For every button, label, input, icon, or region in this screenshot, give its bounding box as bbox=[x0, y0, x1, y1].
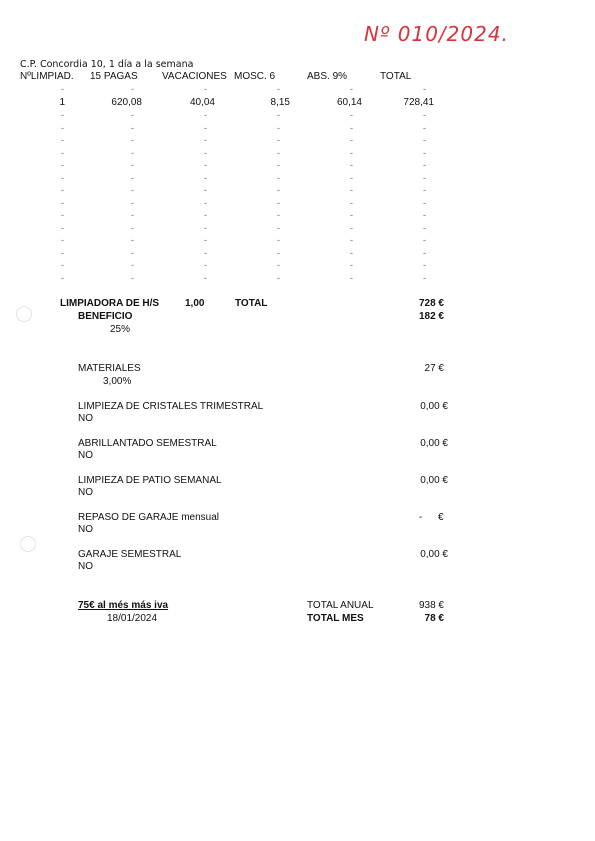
materiales-value: 27 € bbox=[424, 363, 444, 374]
dash-cell: - bbox=[350, 247, 353, 258]
dash-cell: - bbox=[423, 222, 426, 233]
cell-abs: 60,14 bbox=[336, 97, 362, 108]
garaje-note: NO bbox=[78, 561, 93, 572]
punch-hole-top bbox=[16, 306, 32, 322]
dash-cell: - bbox=[423, 247, 426, 258]
header-num-limpiad: NºLIMPIAD. bbox=[20, 71, 74, 82]
dash-cell: - bbox=[423, 147, 426, 158]
punch-hole-bottom bbox=[20, 536, 36, 552]
cell-vacaciones: 40,04 bbox=[189, 97, 215, 108]
dash-cell: - bbox=[131, 247, 134, 258]
abrillantado-label: ABRILLANTADO SEMESTRAL bbox=[78, 438, 217, 449]
dash-cell: - bbox=[423, 260, 426, 270]
dash-cell: - bbox=[277, 247, 280, 258]
dash-cell: - bbox=[204, 272, 207, 283]
dash-cell: - bbox=[350, 185, 353, 195]
dash-cell: - bbox=[423, 160, 426, 170]
dash-cell: - bbox=[61, 272, 64, 283]
dash-cell: - bbox=[61, 247, 64, 258]
dash-cell: - bbox=[277, 185, 280, 195]
dash-cell: - bbox=[204, 147, 207, 158]
dash-cell: - bbox=[423, 135, 426, 145]
dash-cell: - bbox=[131, 222, 134, 233]
repaso-label bbox=[78, 512, 219, 523]
dash-cell: - bbox=[204, 110, 207, 120]
dash-cell: - bbox=[423, 272, 426, 283]
dash-cell: - bbox=[131, 160, 134, 170]
total-anual-value: 938 € bbox=[418, 600, 444, 611]
dash-cell: - bbox=[204, 185, 207, 195]
beneficio-label: BENEFICIO bbox=[78, 311, 133, 322]
dash-cell: - bbox=[61, 135, 64, 145]
dash-cell: - bbox=[131, 197, 134, 208]
dash-cell: - bbox=[277, 210, 280, 220]
dash-cell: - bbox=[204, 122, 207, 133]
repaso-note: NO bbox=[78, 524, 93, 535]
dash-cell: - bbox=[350, 135, 353, 145]
dash-cell: - bbox=[277, 110, 280, 120]
total-mes-label: TOTAL MES bbox=[307, 613, 364, 624]
dash-cell: - bbox=[423, 110, 426, 120]
dash-cell: - bbox=[350, 110, 353, 120]
dash-cell: - bbox=[277, 135, 280, 145]
dash-cell: - bbox=[350, 222, 353, 233]
dash-cell: - bbox=[131, 260, 134, 270]
limpiadora-qty: 1,00 bbox=[185, 298, 205, 309]
dash-cell: - bbox=[131, 135, 134, 145]
dash-cell: - bbox=[61, 185, 64, 195]
dash-cell: - bbox=[350, 122, 353, 133]
dash-cell: - bbox=[277, 172, 280, 183]
dash-cell: - bbox=[423, 185, 426, 195]
materiales-label: MATERIALES bbox=[78, 363, 141, 374]
dash-cell: - bbox=[350, 260, 353, 270]
dash-cell: - bbox=[423, 84, 426, 94]
patio-label: LIMPIEZA DE PATIO SEMANAL bbox=[78, 475, 222, 486]
dash-cell: - bbox=[61, 172, 64, 183]
dash-cell: - bbox=[350, 147, 353, 158]
cell-mosc: 8,15 bbox=[270, 97, 290, 108]
cristales-label: LIMPIEZA DE CRISTALES TRIMESTRAL bbox=[78, 401, 264, 412]
dash-cell: - bbox=[61, 160, 64, 170]
cell-total: 728,41 bbox=[403, 97, 434, 108]
dash-cell: - bbox=[61, 222, 64, 233]
dash-cell: - bbox=[350, 172, 353, 183]
cristales-note: NO bbox=[78, 413, 93, 424]
dash-cell: - bbox=[277, 147, 280, 158]
dash-cell: - bbox=[423, 197, 426, 208]
dash-cell: - bbox=[131, 272, 134, 283]
dash-cell: - bbox=[131, 84, 134, 94]
monthly-price-note: 75€ al més más iva bbox=[78, 600, 169, 611]
dash-cell: - bbox=[350, 160, 353, 170]
dash-cell: - bbox=[277, 272, 280, 283]
dash-cell: - bbox=[204, 210, 207, 220]
header-vacaciones: VACACIONES bbox=[162, 71, 227, 82]
dash-cell: - bbox=[277, 122, 280, 133]
dash-cell: - bbox=[350, 197, 353, 208]
dash-cell: - bbox=[350, 210, 353, 220]
cell-limpiad: 1 bbox=[59, 97, 65, 108]
dash-cell: - bbox=[61, 84, 64, 94]
dash-cell: - bbox=[131, 147, 134, 158]
dash-cell: - bbox=[204, 260, 207, 270]
dash-cell: - bbox=[423, 210, 426, 220]
dash-cell: - bbox=[204, 235, 207, 245]
abrillantado-value: 0,00 € bbox=[420, 438, 448, 449]
dash-cell: - bbox=[204, 160, 207, 170]
header-15-pagas: 15 PAGAS bbox=[90, 71, 138, 82]
total-value: 728 € bbox=[418, 298, 444, 309]
cell-15-pagas: 620,08 bbox=[111, 97, 142, 108]
dash-cell: - bbox=[277, 235, 280, 245]
repaso-label-frequency: mensual bbox=[181, 512, 219, 523]
dash-cell: - bbox=[61, 197, 64, 208]
patio-note: NO bbox=[78, 487, 93, 498]
dash-cell: - bbox=[277, 260, 280, 270]
dash-cell: - bbox=[423, 172, 426, 183]
dash-cell: - bbox=[277, 222, 280, 233]
dash-cell: - bbox=[204, 197, 207, 208]
page-title: C.P. Concordia 10, 1 día a la semana bbox=[20, 59, 194, 70]
materiales-percent: 3,00% bbox=[103, 376, 132, 387]
dash-cell: - bbox=[204, 247, 207, 258]
beneficio-percent: 25% bbox=[110, 324, 131, 335]
repaso-value-currency: € bbox=[438, 512, 444, 523]
dash-cell: - bbox=[350, 84, 353, 94]
garaje-value: 0,00 € bbox=[420, 549, 448, 560]
dash-cell: - bbox=[277, 160, 280, 170]
dash-cell: - bbox=[277, 84, 280, 94]
dash-cell: - bbox=[131, 110, 134, 120]
dash-cell: - bbox=[131, 172, 134, 183]
dash-cell: - bbox=[204, 135, 207, 145]
dash-cell: - bbox=[131, 122, 134, 133]
repaso-label-main: REPASO DE GARAJE bbox=[78, 512, 179, 523]
total-label: TOTAL bbox=[235, 298, 268, 309]
dash-cell: - bbox=[131, 185, 134, 195]
dash-cell: - bbox=[61, 235, 64, 245]
dash-cell: - bbox=[423, 122, 426, 133]
dash-cell: - bbox=[61, 210, 64, 220]
document-number-stamp: Nº 010/2024. bbox=[364, 22, 509, 46]
dash-cell: - bbox=[350, 272, 353, 283]
limpiadora-label: LIMPIADORA DE H/S bbox=[60, 298, 160, 309]
header-total: TOTAL bbox=[380, 71, 412, 82]
total-anual-label: TOTAL ANUAL bbox=[307, 600, 374, 611]
dash-cell: - bbox=[350, 235, 353, 245]
repaso-value-dash: - bbox=[419, 512, 423, 523]
document-date: 18/01/2024 bbox=[107, 613, 158, 624]
dash-cell: - bbox=[423, 235, 426, 245]
dash-cell: - bbox=[277, 197, 280, 208]
dash-cell: - bbox=[204, 222, 207, 233]
total-mes-value: 78 € bbox=[424, 613, 444, 624]
dash-cell: - bbox=[204, 84, 207, 94]
dash-cell: - bbox=[61, 110, 64, 120]
dash-cell: - bbox=[131, 235, 134, 245]
beneficio-value: 182 € bbox=[418, 311, 444, 322]
dash-cell: - bbox=[131, 210, 134, 220]
dash-cell: - bbox=[61, 260, 64, 270]
patio-value: 0,00 € bbox=[420, 475, 448, 486]
dash-cell: - bbox=[61, 147, 64, 158]
dash-cell: - bbox=[204, 172, 207, 183]
dash-cell: - bbox=[61, 122, 64, 133]
garaje-label: GARAJE SEMESTRAL bbox=[78, 549, 182, 560]
header-abs: ABS. 9% bbox=[307, 71, 348, 82]
cristales-value: 0,00 € bbox=[420, 401, 448, 412]
abrillantado-note: NO bbox=[78, 450, 93, 461]
header-mosc: MOSC. 6 bbox=[234, 71, 276, 82]
